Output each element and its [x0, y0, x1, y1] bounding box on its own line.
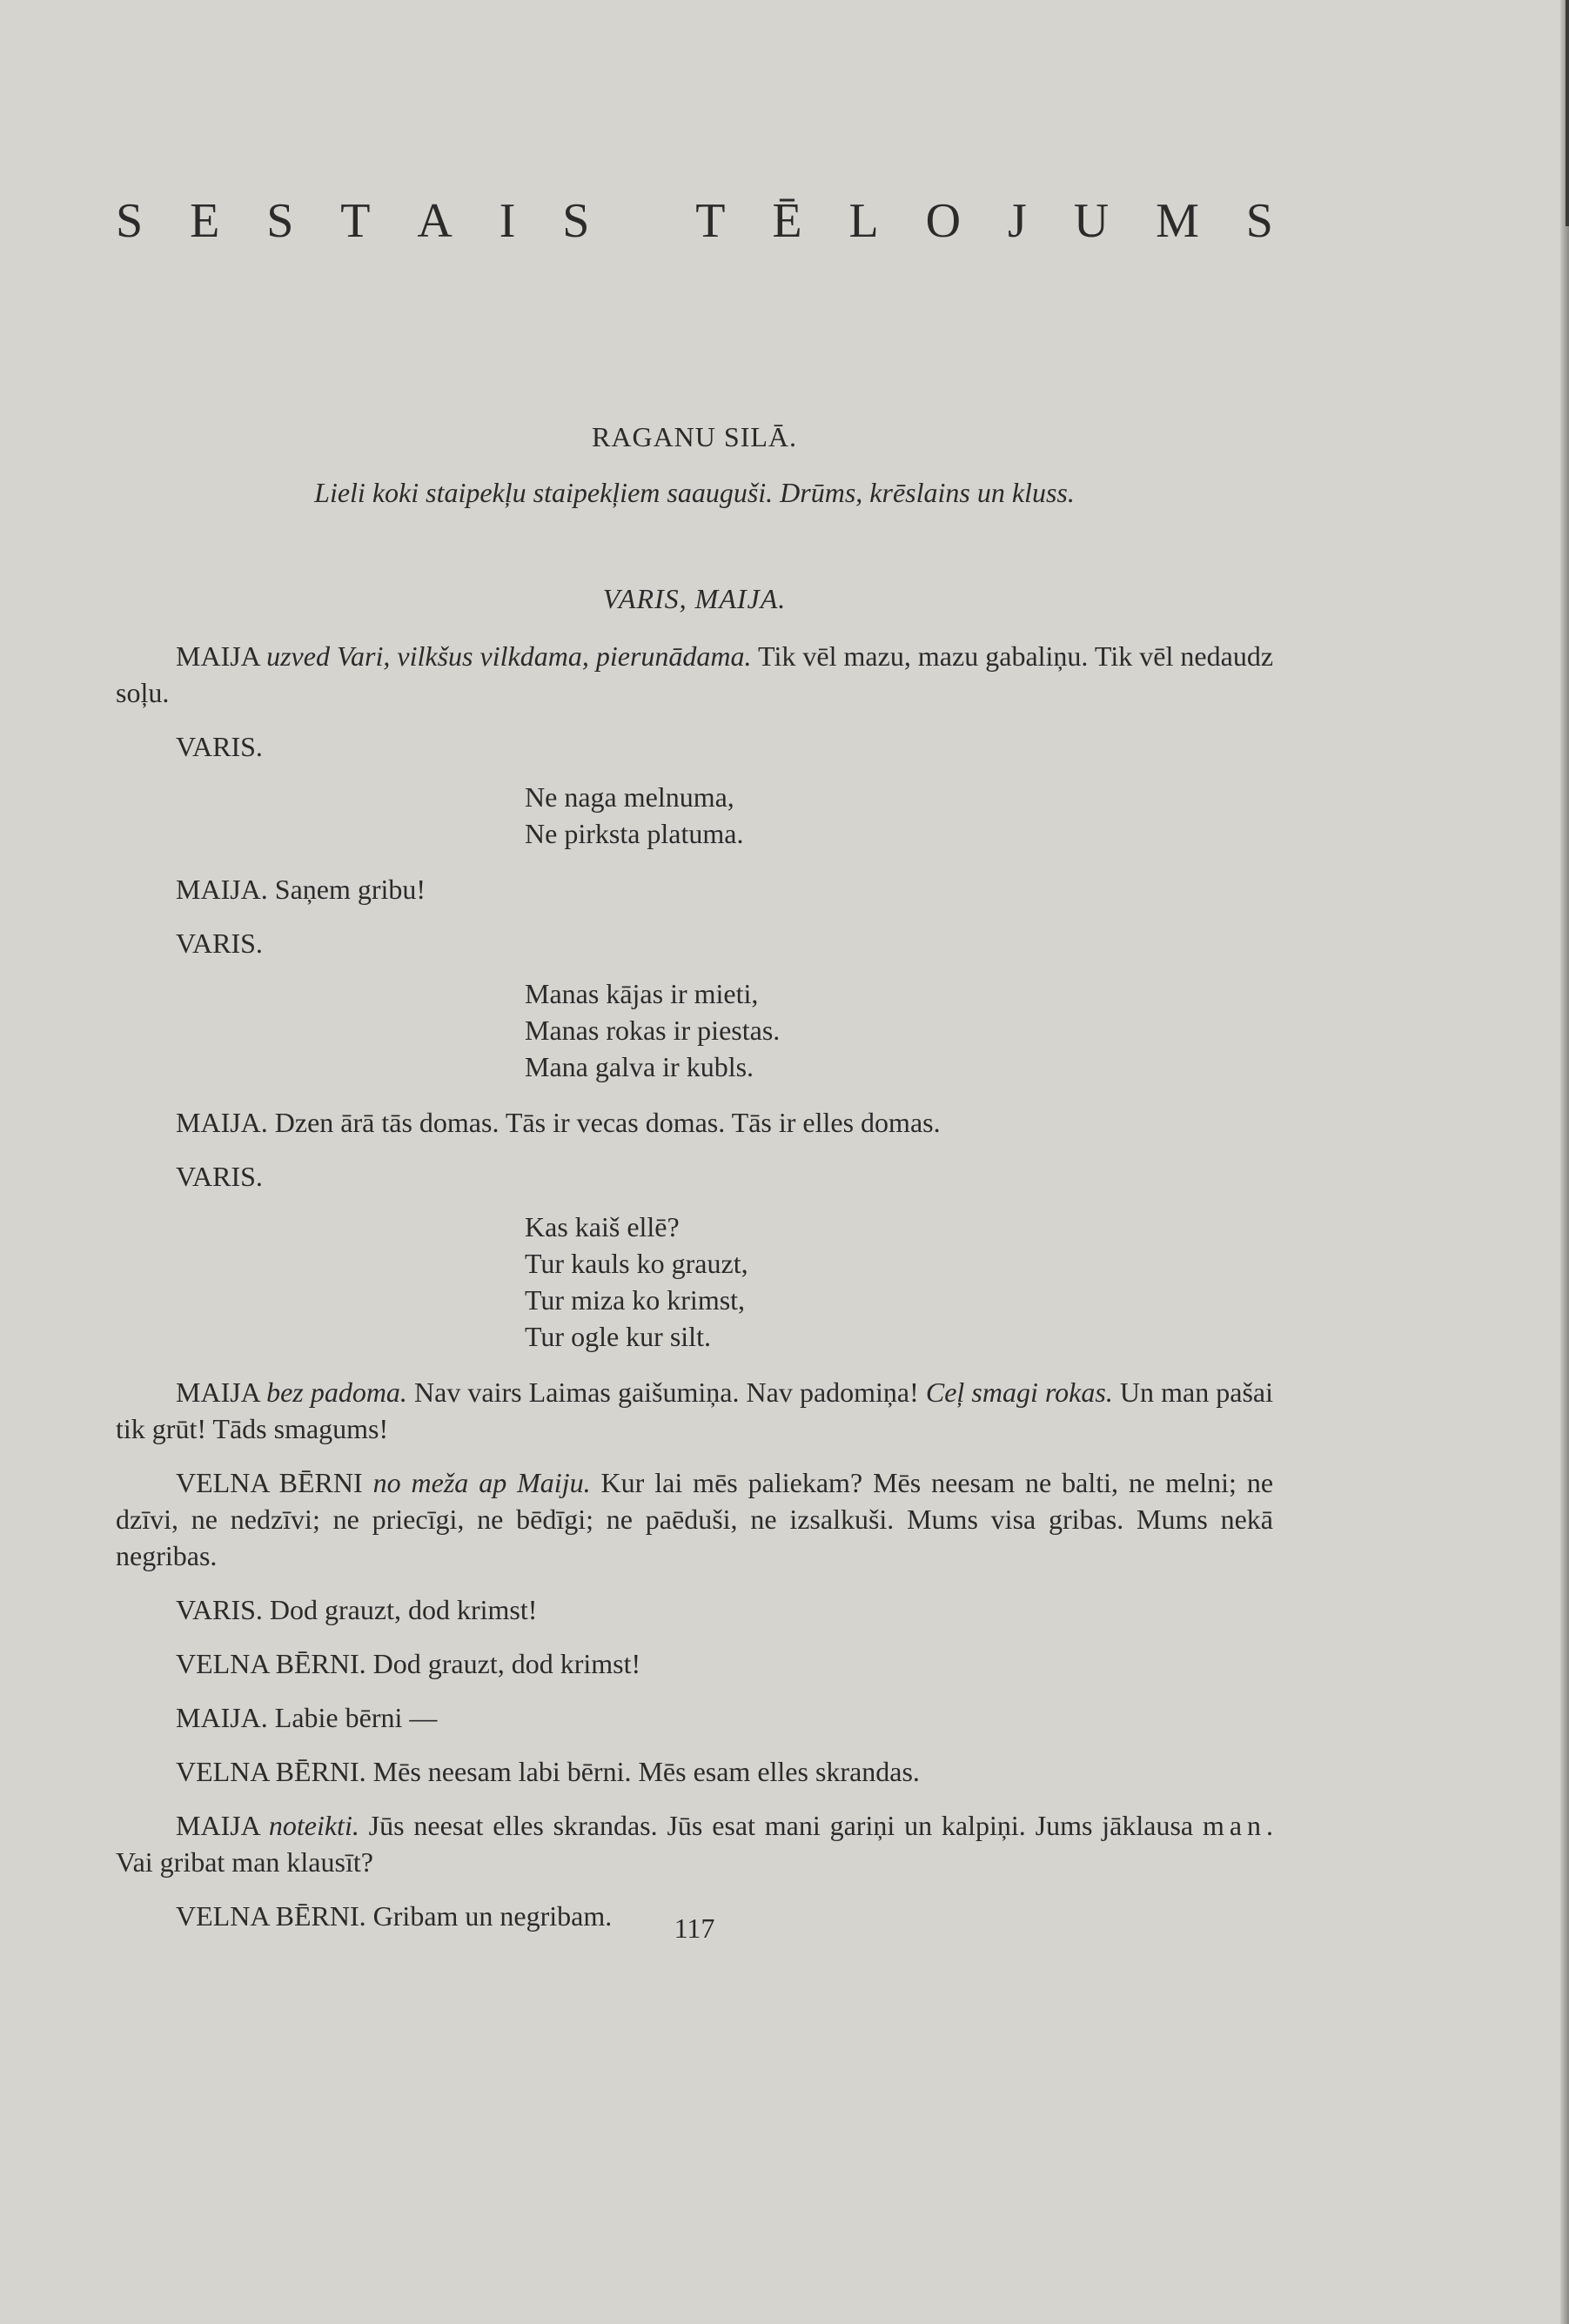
speech: Un man pašai tik grūt! Tāds smagums!	[116, 1376, 1274, 1444]
dialogue-paragraph	[116, 1753, 1273, 1790]
title-space	[636, 193, 648, 249]
dialogue-paragraph	[116, 1645, 1273, 1682]
stage-direction-inline: no meža ap Maiju.	[372, 1467, 591, 1498]
verse-block	[525, 779, 1273, 852]
title-letter: S	[562, 194, 590, 248]
title-letter: O	[925, 194, 962, 248]
verse-line: Tur kauls ko grauzt,	[525, 1248, 748, 1279]
verse-line: Ne naga melnuma,	[525, 781, 734, 813]
speech: Labie bērni —	[274, 1702, 438, 1733]
title-letter: T	[340, 194, 371, 248]
speaker: VELNA BĒRNI.	[176, 1756, 366, 1787]
dialogue-paragraph	[116, 1374, 1273, 1447]
title-letter: S	[116, 194, 144, 248]
speech: Nav vairs Laimas gaišumiņa. Nav padomiņa!	[414, 1376, 919, 1408]
title-letter: U	[1073, 194, 1110, 248]
act-title	[116, 193, 1273, 249]
speaker: MAIJA.	[176, 1702, 268, 1733]
speech: . Vai gribat man klausīt?	[116, 1810, 1274, 1878]
dialogue-paragraph	[116, 638, 1273, 711]
verse-line: Mana galva ir kubls.	[525, 1051, 754, 1082]
stage-direction-inline: Ceļ smagi rokas.	[925, 1376, 1113, 1408]
title-letter: M	[1156, 194, 1199, 248]
title-letter: A	[417, 194, 453, 248]
title-letter: J	[1008, 194, 1027, 248]
emphasized-word: man	[1202, 1810, 1267, 1841]
speech: Jūs neesat elles skrandas. Jūs esat mani gariņi un kalpiņi. Jums jāklausa	[368, 1810, 1194, 1841]
speech: Dod grauzt, dod krimst!	[372, 1648, 641, 1679]
title-letter: S	[266, 194, 294, 248]
verse-line: Manas rokas ir piestas.	[525, 1015, 781, 1046]
speech: Saņem gribu!	[274, 874, 426, 905]
dialogue-paragraph	[116, 1807, 1273, 1880]
title-letter: S	[1245, 194, 1273, 248]
title-letter: L	[848, 194, 879, 248]
page-edge	[1560, 0, 1569, 2324]
speech: Mēs neesam labi bērni. Mēs esam elles skrandas.	[372, 1756, 920, 1787]
speech: Tik vēl mazu, mazu gabaliņu. Tik vēl nedaudz soļu.	[116, 640, 1274, 708]
dialogue-paragraph	[116, 1464, 1273, 1574]
verse-line: Ne pirksta platuma.	[525, 818, 744, 849]
speaker: VELNA BĒRNI	[176, 1467, 363, 1498]
speaker: VARIS.	[176, 1594, 263, 1625]
speaker: VELNA BĒRNI.	[176, 1900, 366, 1932]
dialogue-paragraph	[116, 871, 1273, 907]
verse-line: Tur miza ko krimst,	[525, 1284, 746, 1316]
scene-title: RAGANU SILĀ.	[592, 421, 797, 452]
speaker: MAIJA	[176, 1810, 260, 1841]
verse-line: Tur ogle kur silt.	[525, 1321, 711, 1352]
speaker: MAIJA.	[176, 1107, 268, 1138]
stage-direction-inline: uzved Vari, vilkšus vilkdama, pierunādama.	[266, 640, 752, 672]
dialogue-paragraph	[116, 1104, 1273, 1141]
dialogue-paragraph	[116, 1699, 1273, 1736]
characters-heading: VARIS, MAIJA.	[602, 583, 787, 614]
speaker: VARIS.	[176, 1161, 263, 1192]
title-letter: Ē	[772, 194, 802, 248]
page-number: 117	[674, 1912, 715, 1944]
stage-direction: Lieli koki staipekļu staipekļiem saauguši. Drūms, krēslains un kluss.	[314, 477, 1075, 508]
speaker: VARIS.	[176, 928, 263, 959]
verse-block	[525, 975, 1273, 1085]
speaker: MAIJA	[176, 640, 260, 672]
speaker: VARIS.	[176, 731, 263, 762]
speech: Kur lai mēs paliekam? Mēs neesam ne balti, ne melni; ne dzīvi, ne nedzīvi; ne priecīgi, ne bēdīgi; ne paēduši, ne izsalkuši. Mums visa gribas. Mums nekā negribas.	[116, 1467, 1274, 1571]
speaker: MAIJA.	[176, 874, 268, 905]
verse-line: Kas kaiš ellē?	[525, 1211, 680, 1242]
page-edge-shadow	[1566, 0, 1569, 226]
speech: Gribam un negribam.	[372, 1900, 613, 1932]
speaker: MAIJA	[176, 1376, 260, 1408]
speaker: VELNA BĒRNI.	[176, 1648, 366, 1679]
verse-line: Manas kājas ir mieti,	[525, 978, 759, 1009]
speech: Dzen ārā tās domas. Tās ir vecas domas. Tās ir elles domas.	[274, 1107, 941, 1138]
title-letter: E	[190, 194, 220, 248]
stage-direction-inline: bez padoma.	[266, 1376, 407, 1408]
title-letter: T	[695, 194, 726, 248]
verse-block	[525, 1209, 1273, 1355]
title-letter: I	[499, 194, 516, 248]
stage-direction-inline: noteikti.	[268, 1810, 359, 1841]
dialogue-body	[116, 638, 1273, 1952]
speech: Dod grauzt, dod krimst!	[269, 1594, 538, 1625]
dialogue-paragraph	[116, 1591, 1273, 1628]
